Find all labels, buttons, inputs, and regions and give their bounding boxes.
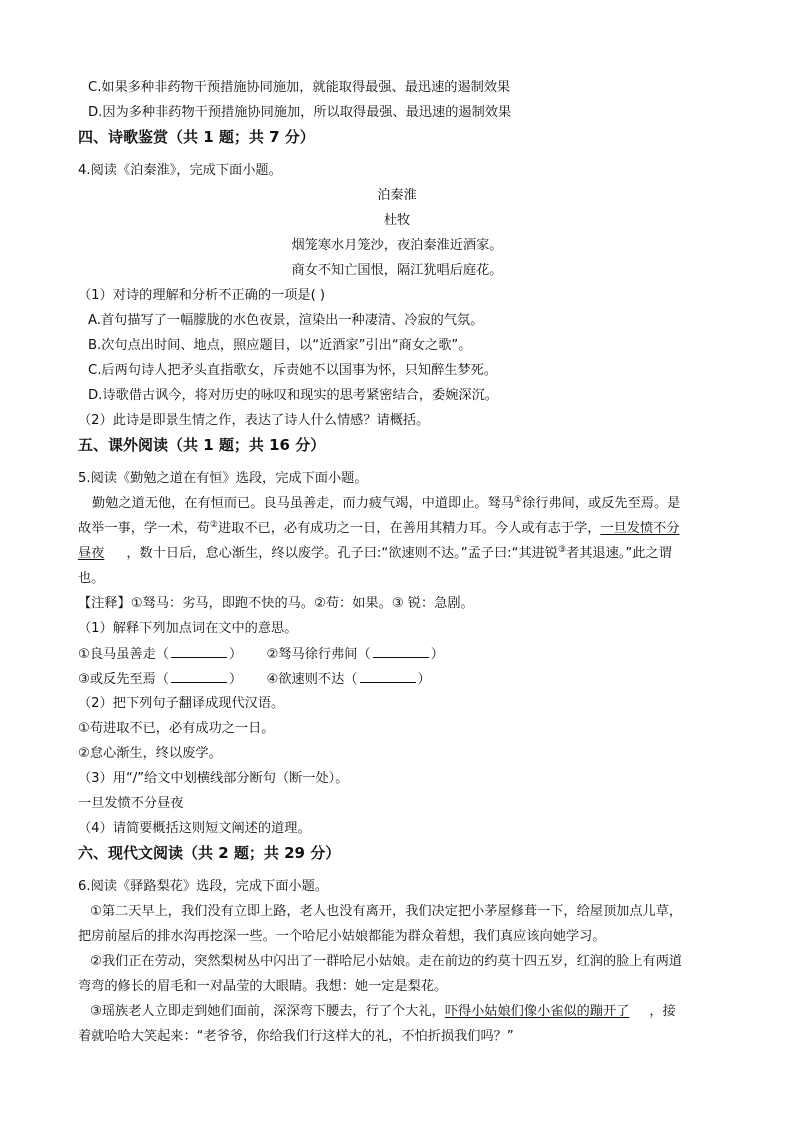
sentence-2: ②怠心渐生，终以废学。 — [78, 746, 222, 761]
story-para-2-line-1: ②我们正在劳动，突然梨树丛中闪出了一群哈尼小姑娘。走在前边的约莫十四五岁，红润的脸上有两道 — [90, 954, 683, 969]
story-para-2-line-2: 弯弯的修长的眉毛和一对晶莹的大眼睛。我想：她一定是梨花。 — [78, 979, 448, 994]
passage-line-3: 昼夜 ，数十日后，怠心渐生，终以废学。孔子曰:“欲速则不达。”孟子曰:“其进锐③者其退速。”此之谓 — [78, 545, 672, 561]
word-items-row-2: ③或反先至焉（ ） ④欲速则不达（ ） — [78, 672, 431, 687]
story-para-3-line-1: ③瑶族老人立即走到她们面前，深深弯下腰去，行了个大礼，吓得小姑娘们像小雀似的蹦开了 ，接 — [90, 1004, 676, 1019]
answer-blank[interactable] — [171, 645, 227, 658]
section6-heading: 六、现代文阅读（共 2 题；共 29 分） — [78, 844, 341, 862]
annotations: 【注释】①驽马：劣马，即跑不快的马。②苟：如果。③ 锐：急剧。 — [78, 596, 474, 611]
underlined-phrase-end: 昼夜 — [78, 546, 105, 561]
section4-question-1: （1）对诗的理解和分析不正确的一项是( ) — [78, 288, 326, 303]
underlined-phrase: 一旦发愤不分 — [600, 521, 680, 536]
section4-heading: 四、诗歌鉴赏（共 1 题；共 7 分） — [78, 128, 315, 146]
section4-question-2: （2）此诗是即景生情之作，表达了诗人什么情感？请概括。 — [78, 413, 430, 428]
sentence-1: ①苟进取不已，必有成功之一日。 — [78, 721, 275, 736]
passage-line-1: 勤勉之道无他，在有恒而已。良马虽善走，而力疲气竭，中道即止。驽马①徐行弗间，或反先至焉。是 — [92, 495, 681, 511]
answer-blank[interactable] — [171, 670, 227, 683]
section5-question-1: （1）解释下列加点词在文中的意思。 — [78, 621, 298, 636]
section4-intro: 4.阅读《泊秦淮》，完成下面小题。 — [78, 163, 282, 178]
section4-option-b: B.次句点出时间、地点，照应题目，以“近酒家”引出“商女之歌”。 — [88, 338, 472, 353]
section5-question-2: （2）把下列句子翻译成现代汉语。 — [78, 696, 285, 711]
story-para-3-line-2: 着就哈哈大笑起来：“老爷爷，你给我们行这样大的礼，不怕折损我们吗？” — [78, 1029, 514, 1044]
answer-blank[interactable] — [360, 670, 416, 683]
section4-option-d: D.诗歌借古讽今，将对历史的咏叹和现实的思考紧密结合，委婉深沉。 — [88, 388, 498, 403]
section5-question-3-text: 一旦发愤不分昼夜 — [78, 796, 184, 811]
note-marker-3: ③ — [557, 545, 567, 555]
section6-intro: 6.阅读《驿路梨花》选段，完成下面小题。 — [78, 879, 328, 894]
note-marker-1: ① — [514, 495, 523, 505]
poem-line-1: 烟笼寒水月笼沙，夜泊秦淮近酒家。 — [291, 238, 503, 253]
section5-question-4: （4）请简要概括这则短文阐述的道理。 — [78, 821, 311, 836]
poem-line-2: 商女不知亡国恨，隔江犹唱后庭花。 — [291, 263, 503, 278]
section5-heading: 五、课外阅读（共 1 题；共 16 分） — [78, 436, 326, 454]
note-marker-2: ② — [209, 520, 218, 530]
passage-line-4: 也。 — [78, 571, 105, 586]
word-items-row-1: ①良马虽善走（ ） ②驽马徐行弗间（ ） — [78, 647, 444, 662]
q3-option-d: D.因为多种非药物干预措施协同施加，所以取得最强、最迅速的遏制效果 — [88, 105, 512, 120]
underlined-sentence: 吓得小姑娘们像小雀似的蹦开了 — [444, 1004, 630, 1019]
q3-option-c: C.如果多种非药物干预措施协同施加，就能取得最强、最迅速的遏制效果 — [88, 80, 511, 95]
section5-question-3: （3）用“/”给文中划横线部分断句（断一处）。 — [78, 771, 349, 786]
poem-title: 泊秦淮 — [377, 188, 417, 203]
story-para-1-line-1: ①第二天早上，我们没有立即上路，老人也没有离开，我们决定把小茅屋修葺一下，给屋顶加点儿草， — [90, 904, 683, 919]
poem-author: 杜牧 — [383, 213, 411, 228]
section4-option-a: A.首句描写了一幅朦胧的水色夜景，渲染出一种凄清、冷寂的气氛。 — [88, 313, 484, 328]
story-para-1-line-2: 把房前屋后的排水沟再挖深一些。一个哈尼小姑娘都能为群众着想，我们真应该向她学习。 — [78, 929, 606, 944]
answer-blank[interactable] — [373, 645, 429, 658]
section5-intro: 5.阅读《勤勉之道在有恒》选段，完成下面小题。 — [78, 471, 368, 486]
section4-option-c: C.后两句诗人把矛头直指歌女，斥责她不以国事为怀，只知醉生梦死。 — [88, 363, 498, 378]
passage-line-2: 故举一事，学一术，苟②进取不已，必有成功之一日，在善用其精力耳。今人或有志于学，一旦发愤不分 — [78, 520, 680, 536]
